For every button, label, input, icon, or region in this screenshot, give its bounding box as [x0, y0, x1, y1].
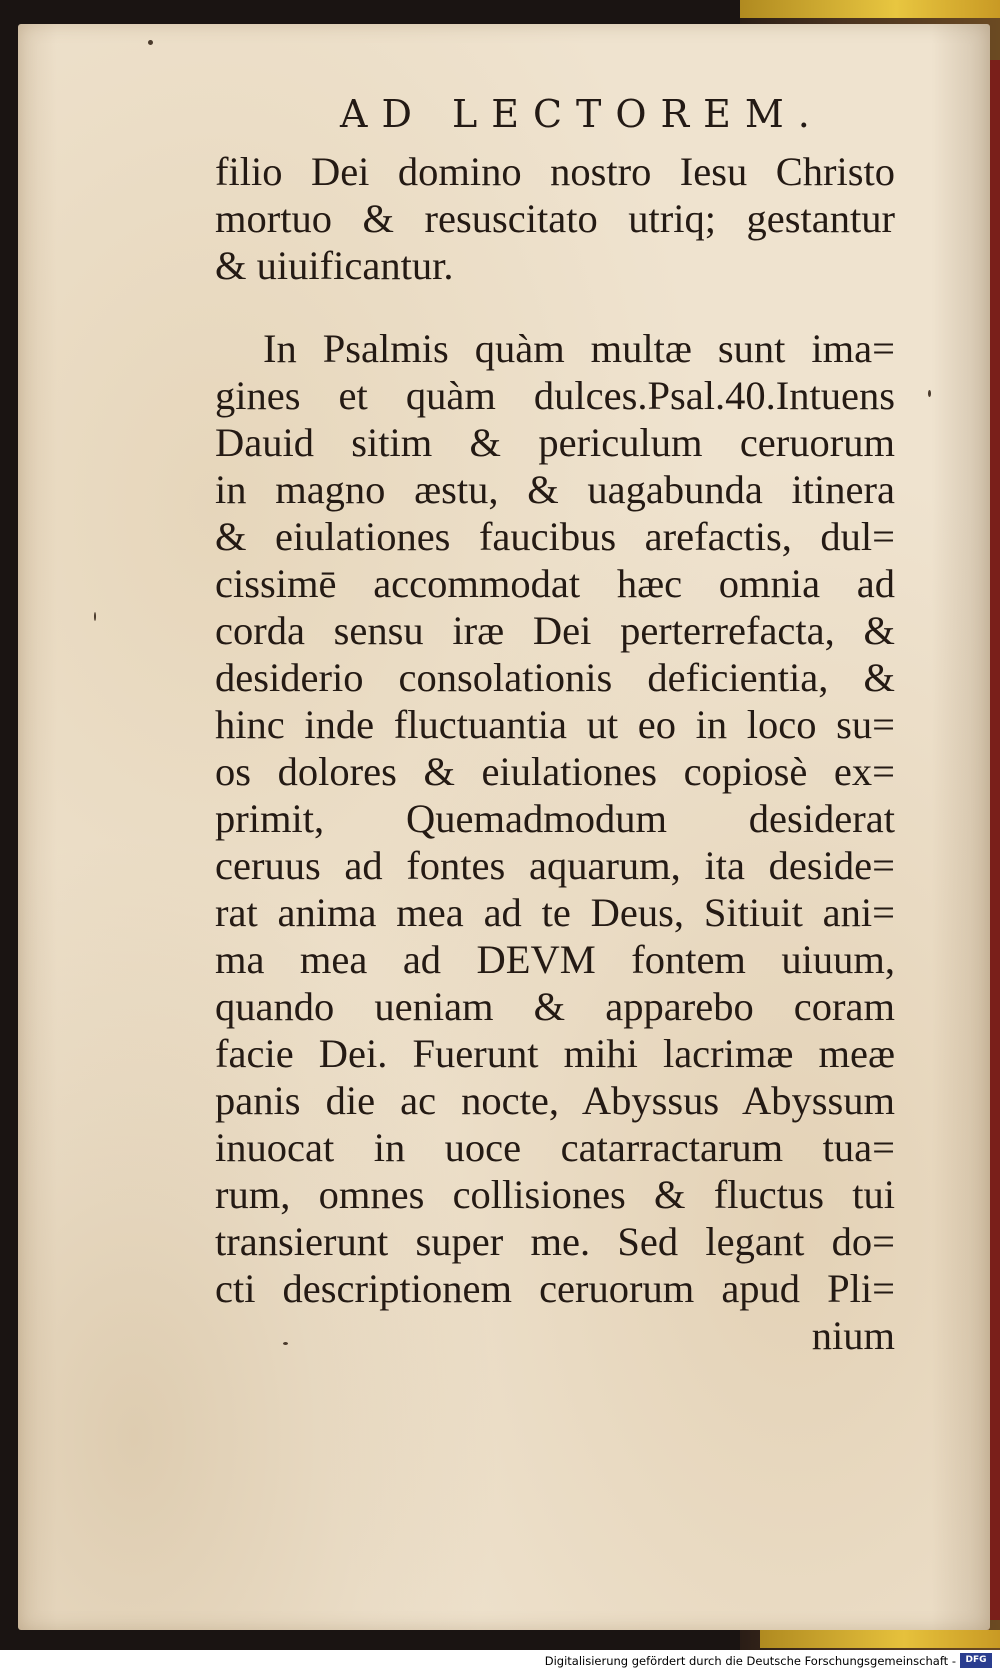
text-line: filio Dei domino nostro Iesu Christo	[215, 149, 895, 194]
text-line: quando ueniam & apparebo coram	[215, 984, 895, 1029]
gilt-edge-top	[740, 0, 1000, 18]
body-text	[215, 148, 895, 1359]
paper-speck	[94, 612, 96, 621]
text-line: inuocat in uoce catarractarum tua=	[215, 1125, 895, 1170]
gilt-edge-bottom	[760, 1630, 1000, 1648]
text-line: os dolores & eiulationes copiosè ex=	[215, 749, 895, 794]
text-line: ma mea ad DEVM fontem uiuum,	[215, 937, 895, 982]
text-line: rum, omnes collisiones & fluctus tui	[215, 1172, 895, 1217]
catchword: nium	[811, 1313, 895, 1358]
text-line: & eiulationes faucibus arefactis, dul=	[215, 514, 895, 559]
text-line: ceruus ad fontes aquarum, ita deside=	[215, 843, 895, 888]
text-line: desiderio consolationis deficientia, &	[215, 655, 895, 700]
text-line: rat anima mea ad te Deus, Sitiuit ani=	[215, 890, 895, 935]
text-line: Dauid sitim & periculum ceruorum	[215, 420, 895, 465]
text-line: gines et quàm dulces.Psal.40.Intuens	[215, 373, 895, 418]
digitization-credit: Digitalisierung gefördert durch die Deutsche Forschungsgemeinschaft -	[544, 1654, 956, 1668]
paragraph-gap	[215, 289, 895, 325]
text-line: cti descriptionem ceruorum apud Pli=	[215, 1266, 895, 1311]
text-line: transierunt super me. Sed legant do=	[215, 1219, 895, 1264]
running-head: AD LECTOREM.	[340, 92, 824, 136]
text-line: in magno æstu, & uagabunda itinera	[215, 467, 895, 512]
text-line: corda sensu iræ Dei perterrefacta, &	[215, 608, 895, 653]
paper-speck	[148, 40, 153, 45]
text-line: hinc inde fluctuantia ut eo in loco su=	[215, 702, 895, 747]
paper-speck	[928, 390, 931, 397]
text-line: facie Dei. Fuerunt mihi lacrimæ meæ	[215, 1031, 895, 1076]
text-line: panis die ac nocte, Abyssus Abyssum	[215, 1078, 895, 1123]
red-page-edge	[990, 60, 1000, 1620]
text-line: & uiuificantur.	[215, 243, 454, 288]
text-line: cissimē accommodat hæc omnia ad	[215, 561, 895, 606]
text-line: In Psalmis quàm multæ sunt ima=	[263, 326, 895, 371]
text-line: primit, Quemadmodum desiderat	[215, 796, 895, 841]
dfg-logo-icon: DFG	[960, 1653, 992, 1668]
text-line: mortuo & resuscitato utriq; gestantur	[215, 196, 895, 241]
